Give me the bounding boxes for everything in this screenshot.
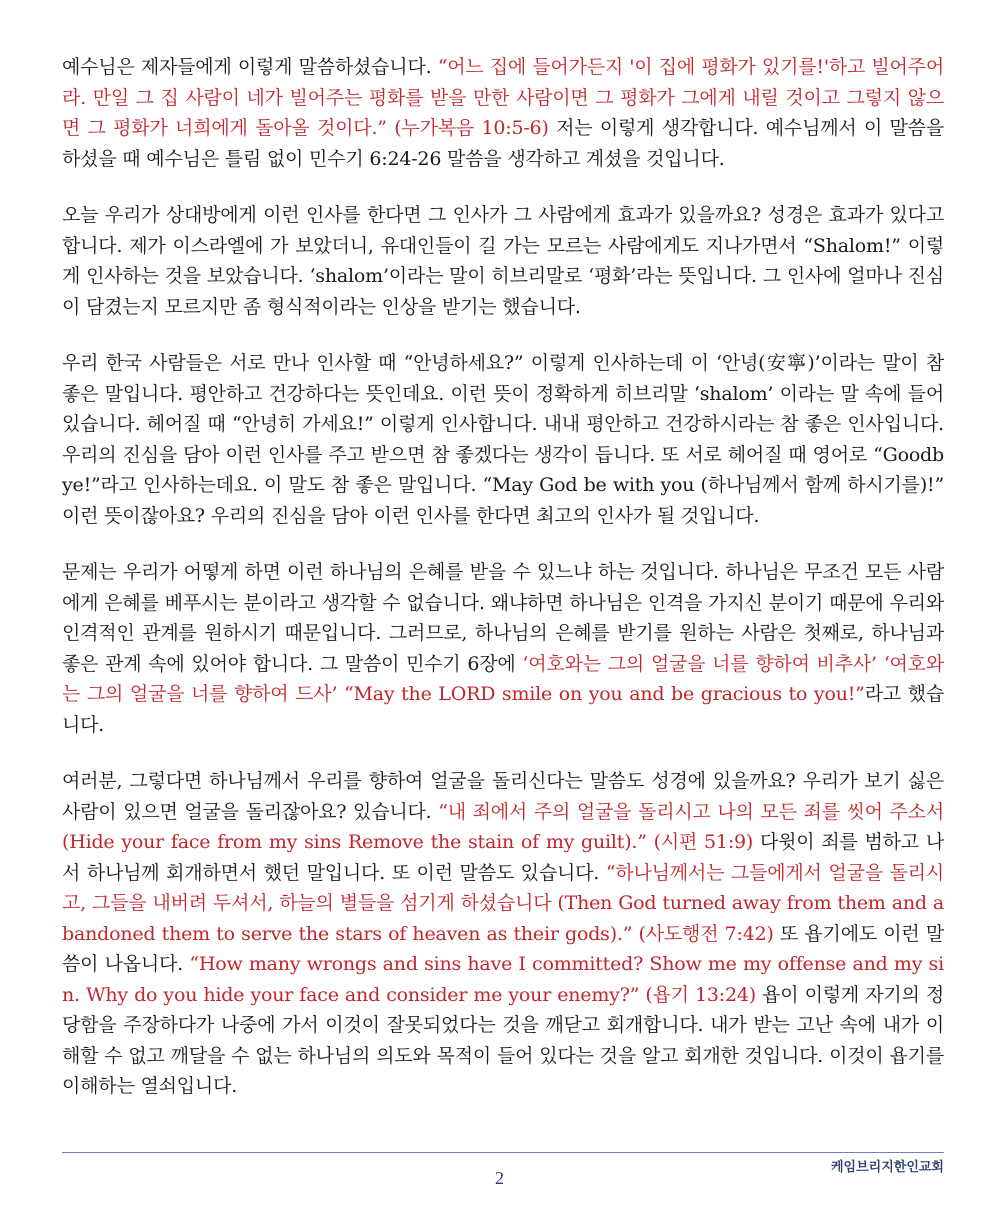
scripture-quote: ‘여호와는 그의 얼굴을 너를 향하여 비추사’ ‘여호와는 그의 얼굴을 너를 향하여 드사’ “May the LORD smile on you and be gracious to you!” (62, 652, 944, 705)
scripture-quote: “How many wrongs and sins have I committed? Show me my offense and my sin. Why do you hide your face and consider me your enemy?” (욥기 13:24) (62, 953, 944, 1006)
page-number: 2 (495, 1168, 504, 1188)
body-text: 저는 이렇게 생각합니다. 예수님께서 이 말씀을 하셨을 때 예수님은 틀림 없이 민수기 6:24-26 말씀을 생각하고 계셨을 것입니다. (62, 117, 944, 170)
body-text: 라고 했습니다. (62, 683, 944, 736)
body-text: 오늘 우리가 상대방에게 이런 인사를 한다면 그 인사가 그 사람에게 효과가 있을까요? 성경은 효과가 있다고 합니다. 제가 이스라엘에 가 보았더니, 유대인들이 길 가는 모르는 사람에게도 지나가면서 “Shalom!” 이렇게 인사하는 것을 보았습니다. ‘shalom’이라는 말이 히브리말로 ‘평화’라는 뜻입니다. 그 인사에 얼마나 진심이 담겼는지 모르지만 좀 형식적이라는 인상을 받기는 했습니다. (62, 204, 944, 318)
body-text: 다윗이 죄를 범하고 나서 하나님께 회개하면서 했던 말입니다. 또 이런 말씀도 있습니다. (62, 831, 944, 884)
paragraph (62, 200, 944, 322)
body-text: 욥이 이렇게 자기의 정당함을 주장하다가 나중에 가서 이것이 잘못되었다는 것을 깨닫고 회개합니다. 내가 받는 고난 속에 내가 이해할 수 없고 깨달을 수 없는 하나님의 의도와 목적이 들어 있다는 것을 알고 회개한 것입니다. 이것이 욥기를 이해하는 열쇠입니다. (62, 983, 944, 1097)
scripture-quote: “내 죄에서 주의 얼굴을 돌리시고 나의 모든 죄를 씻어 주소서 (Hide your face from my sins Remove the stain of my guilt).” (시편 51:9) (62, 800, 944, 853)
paragraph (62, 557, 944, 740)
paragraph (62, 766, 944, 1102)
body-text: 여러분, 그렇다면 하나님께서 우리를 향하여 얼굴을 돌리신다는 말씀도 성경에 있을까요? 우리가 보기 싫은 사람이 있으면 얼굴을 돌리잖아요? 있습니다. (62, 770, 944, 823)
scripture-quote: “어느 집에 들어가든지 '이 집에 평화가 있기를!'하고 빌어주어라. 만일 그 집 사람이 네가 빌어주는 평화를 받을 만한 사람이면 그 평화가 그에게 내릴 것이고 그렇지 않으면 그 평화가 너희에게 돌아올 것이다.” (누가복음 10:5-6) (62, 56, 944, 139)
document-body (62, 52, 944, 1128)
church-name: 케임브리지한인교회 (830, 1160, 944, 1175)
body-text: 우리 한국 사람들은 서로 만나 인사할 때 “안녕하세요?” 이렇게 인사하는데 이 ‘안녕(安寧)’이라는 말이 참 좋은 말입니다. 평안하고 건강하다는 뜻인데요. 이런 뜻이 정확하게 히브리말 ‘shalom’ 이라는 말 속에 들어 있습니다. 헤어질 때 “안녕히 가세요!” 이렇게 인사합니다. 내내 평안하고 건강하시라는 참 좋은 인사입니다. 우리의 진심을 담아 이런 인사를 주고 받으면 참 좋겠다는 생각이 듭니다. 또 서로 헤어질 때 영어로 “Goodbye!”라고 인사하는데요. 이 말도 참 좋은 말입니다. “May God be with you (하나님께서 함께 하시기를)!” 이런 뜻이잖아요? 우리의 진심을 담아 이런 인사를 한다면 최고의 인사가 될 것입니다. (62, 352, 944, 527)
body-text: 문제는 우리가 어떻게 하면 이런 하나님의 은혜를 받을 수 있느냐 하는 것입니다. 하나님은 무조건 모든 사람에게 은혜를 베푸시는 분이라고 생각할 수 없습니다. 왜냐하면 하나님은 인격을 가지신 분이기 때문에 우리와 인격적인 관계를 원하시기 때문입니다. 그러므로, 하나님의 은혜를 받기를 원하는 사람은 첫째로, 하나님과 좋은 관계 속에 있어야 합니다. 그 말씀이 민수기 6장에 (62, 561, 944, 675)
scripture-quote: “하나님께서는 그들에게서 얼굴을 돌리시고, 그들을 내버려 두셔서, 하늘의 별들을 섬기게 하셨습니다 (Then God turned away from them and abandoned them to serve the stars of heaven as their gods).” (사도행전 7:42) (62, 861, 944, 945)
body-text: 또 욥기에도 이런 말씀이 나옵니다. (62, 922, 945, 975)
footer-divider (62, 1152, 944, 1153)
body-text: 예수님은 제자들에게 이렇게 말씀하셨습니다. (62, 56, 438, 78)
paragraph (62, 52, 944, 174)
paragraph (62, 348, 944, 531)
